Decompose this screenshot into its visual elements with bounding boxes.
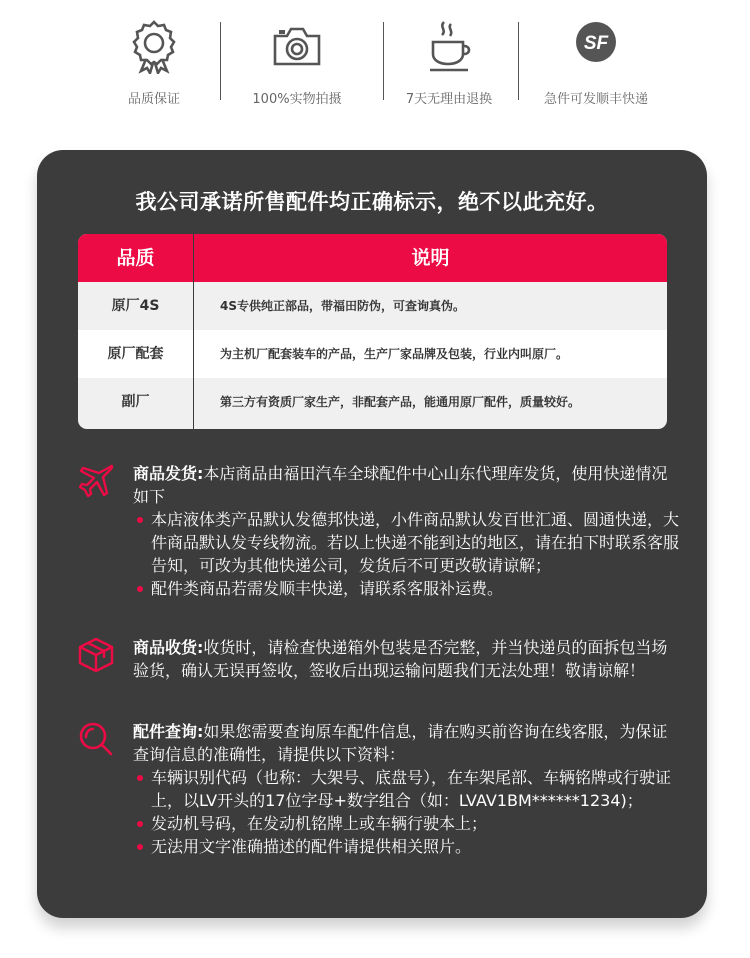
svg-text:SF: SF (583, 33, 609, 54)
shipping-intro: 本店商品由福田汽车全球配件中心山东代理库发货，使用快递情况如下 (133, 464, 668, 506)
badge-sf (540, 18, 652, 110)
camera-icon (269, 18, 325, 74)
query-bullet: 无法用文字准确描述的配件请提供相关照片。 (133, 835, 679, 858)
table-row (78, 378, 667, 429)
column-header-description: 说明 (411, 247, 450, 269)
card-headline: 我公司承诺所售配件均正确标示，绝不以此充好。 (135, 190, 609, 214)
badge-label: 100%实物拍摄 (252, 92, 342, 107)
table-row (78, 282, 667, 330)
badge-label: 急件可发顺丰快递 (543, 92, 648, 107)
shipping-bullet: 配件类商品若需发顺丰快递，请联系客服补运费。 (133, 577, 679, 600)
sf-express-icon (568, 18, 624, 74)
column-header-quality: 品质 (116, 247, 155, 269)
receiving-body: 收货时，请检查快递箱外包装是否完整，并当快递员的面拆包当场验货，确认无误再签收，签收后出现运输问题我们无法处理！敬请谅解！ (133, 638, 668, 680)
badge-label: 7天无理由退换 (405, 92, 493, 107)
shipping-section (77, 462, 680, 622)
policy-card (37, 150, 707, 918)
quality-cell: 原厂配套 (107, 346, 164, 362)
badge-return (401, 18, 497, 110)
query-text (133, 720, 679, 858)
query-bullet: 车辆识别代码（也称：大架号、底盘号），在车架尾部、车辆铭牌或行驶证上，以LV开头的17位字母+数字组合（如：LVAV1BM******1234)； (133, 766, 679, 812)
badge-label: 品质保证 (127, 92, 180, 107)
description-cell: 为主机厂配套装车的产品，生产厂家品牌及包装，行业内叫原厂。 (220, 347, 569, 361)
table-row (78, 330, 667, 378)
service-badges (0, 0, 750, 130)
divider (383, 22, 384, 100)
receiving-section (77, 636, 677, 708)
quality-table (78, 234, 667, 429)
badge-photo (245, 18, 349, 110)
description-cell: 第三方有资质厂家生产，非配套产品，能通用原厂配件，质量较好。 (220, 395, 581, 409)
divider (220, 22, 221, 100)
search-icon (77, 720, 115, 758)
query-section (77, 720, 677, 880)
badge-quality (106, 18, 202, 110)
coffee-cup-icon (421, 18, 477, 74)
column-divider (193, 234, 194, 429)
package-icon (77, 636, 115, 674)
divider (518, 22, 519, 100)
query-bullet: 发动机号码，在发动机铭牌上或车辆行驶本上； (133, 812, 679, 835)
receiving-text (133, 636, 679, 682)
table-header (78, 234, 667, 282)
quality-cell: 原厂4S (111, 298, 160, 314)
query-intro: 如果您需要查询原车配件信息，请在购买前咨询在线客服，为保证查询信息的准确性，请提供以下资料： (133, 722, 668, 764)
airplane-icon (77, 462, 115, 500)
query-title: 配件查询: (133, 722, 204, 741)
description-cell: 4S专供纯正部品，带福田防伪，可查询真伪。 (220, 299, 465, 313)
shipping-text (133, 462, 679, 600)
quality-seal-icon (126, 18, 182, 74)
shipping-title: 商品发货: (133, 464, 204, 483)
shipping-bullet: 本店液体类产品默认发德邦快递，小件商品默认发百世汇通、圆通快递，大件商品默认发专线物流。若以上快递不能到达的地区，请在拍下时联系客服告知，可改为其他快递公司，发货后不可更改敬请谅解； (133, 508, 679, 577)
quality-cell: 副厂 (121, 394, 150, 410)
receiving-title: 商品收货: (133, 638, 204, 657)
